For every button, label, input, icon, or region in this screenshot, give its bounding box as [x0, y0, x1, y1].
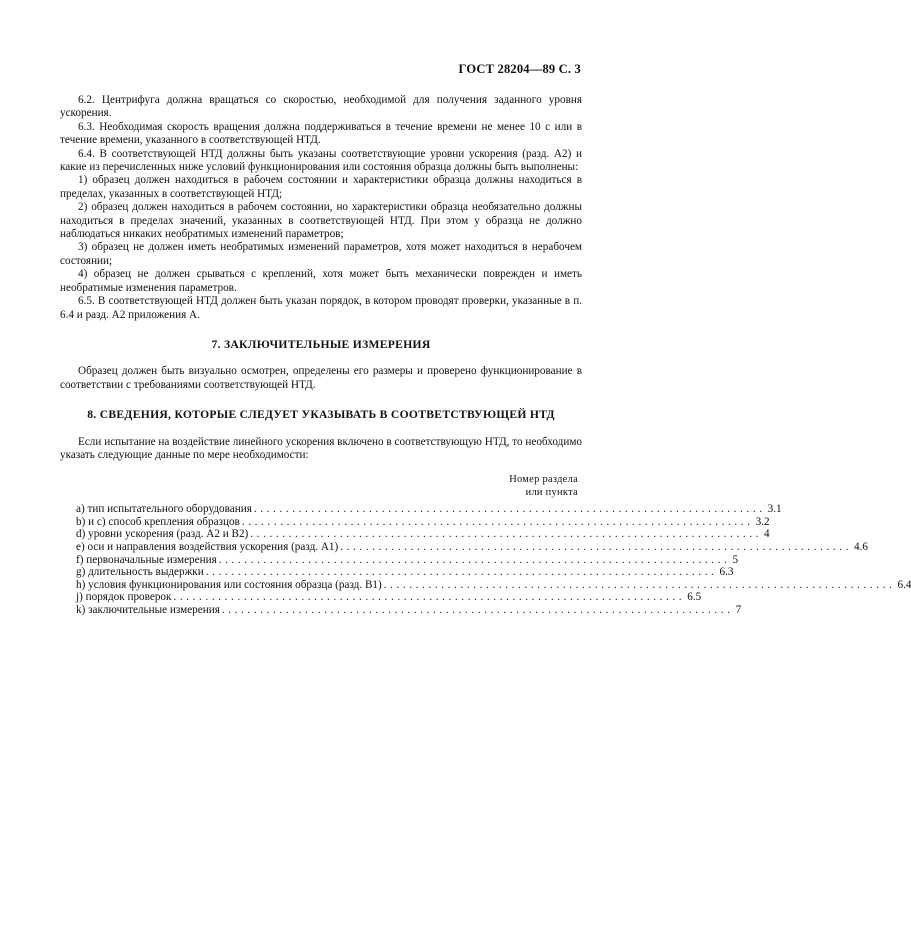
reference-column-header: Номер раздела или пункта [509, 474, 578, 498]
list-item: d) уровни ускорения (разд. А2 и В2) ................................................................................ 4 [76, 528, 770, 541]
reference-list [60, 503, 911, 616]
document-body [60, 94, 911, 617]
list-item: b) и с) способ крепления образцов ................................................................................ 3.2 [76, 515, 770, 528]
section-7-text: Образец должен быть визуально осмотрен, определены его размеры и проверено функционирование в соответствии с требованиями соответствующей НТД. [60, 365, 582, 391]
section-8-text: Если испытание на воздействие линейного ускорения включено в соответствующую НТД, то необходимо указать следующие данные по мере необходимости: [60, 435, 582, 461]
page-header: ГОСТ 28204—89 С. 3 [458, 62, 581, 76]
list-item: a) тип испытательного оборудования ................................................................................ 3.1 [76, 503, 782, 516]
paragraph-6-2: 6.2. Центрифуга должна вращаться со скоростью, необходимой для получения заданного уровня ускорения. [60, 94, 582, 120]
paragraph-6-3: 6.3. Необходимая скорость вращения должна поддерживаться в течение времени не менее 10 с или в течение времени, указанного в соответствующей НТД. [60, 120, 582, 147]
section-7-heading: 7. ЗАКЛЮЧИТЕЛЬНЫЕ ИЗМЕРЕНИЯ [211, 337, 431, 351]
paragraph-6-4-item-1: 1) образец должен находиться в рабочем состоянии и характеристики образца должны находиться в пределах, указанных в соответствующей НТД; [60, 174, 582, 200]
paragraph-6-5: 6.5. В соответствующей НТД должен быть указан порядок, в котором проводят проверки, указанные в п. 6.4 и разд. А2 приложения А. [60, 295, 582, 321]
list-item: e) оси и направления воздействия ускорения (разд. А1) ................................................................................ 4.6 [76, 540, 868, 553]
paragraph-6-4-item-2: 2) образец должен находиться в рабочем состоянии, но характеристики образца необязательно должны находиться в пределах значений, указанных в соответствующей НТД. При этом у образца не должно наблюдаться никаких необратимых изменений параметров; [60, 201, 582, 241]
list-item: g) длительность выдержки ................................................................................ 6.3 [76, 566, 734, 579]
paragraph-6-4-item-4: 4) образец не должен срываться с креплений, хотя может быть механически поврежден и иметь необратимые изменения параметров. [60, 268, 582, 294]
list-item: k) заключительные измерения ................................................................................ 7 [76, 603, 742, 616]
list-item: f) первоначальные измерения ................................................................................ 5 [76, 553, 739, 566]
list-item: j) порядок проверок ................................................................................ 6.5 [76, 591, 702, 604]
list-item: h) условия функционирования или состояния образца (разд. В1) ................................................................................ 6.4 [76, 578, 911, 591]
section-8-heading: 8. СВЕДЕНИЯ, КОТОРЫЕ СЛЕДУЕТ УКАЗЫВАТЬ В СООТВЕТСТВУЮЩЕЙ НТД [87, 408, 555, 422]
paragraph-6-4: 6.4. В соответствующей НТД должны быть указаны соответствующие уровни ускорения (разд. А2) и какие из перечисленных ниже условий функционирования или состояния образца должны быть выполнены: [60, 147, 582, 174]
paragraph-6-4-item-3: 3) образец не должен иметь необратимых изменений параметров, хотя может находиться в нерабочем состоянии; [60, 241, 582, 267]
